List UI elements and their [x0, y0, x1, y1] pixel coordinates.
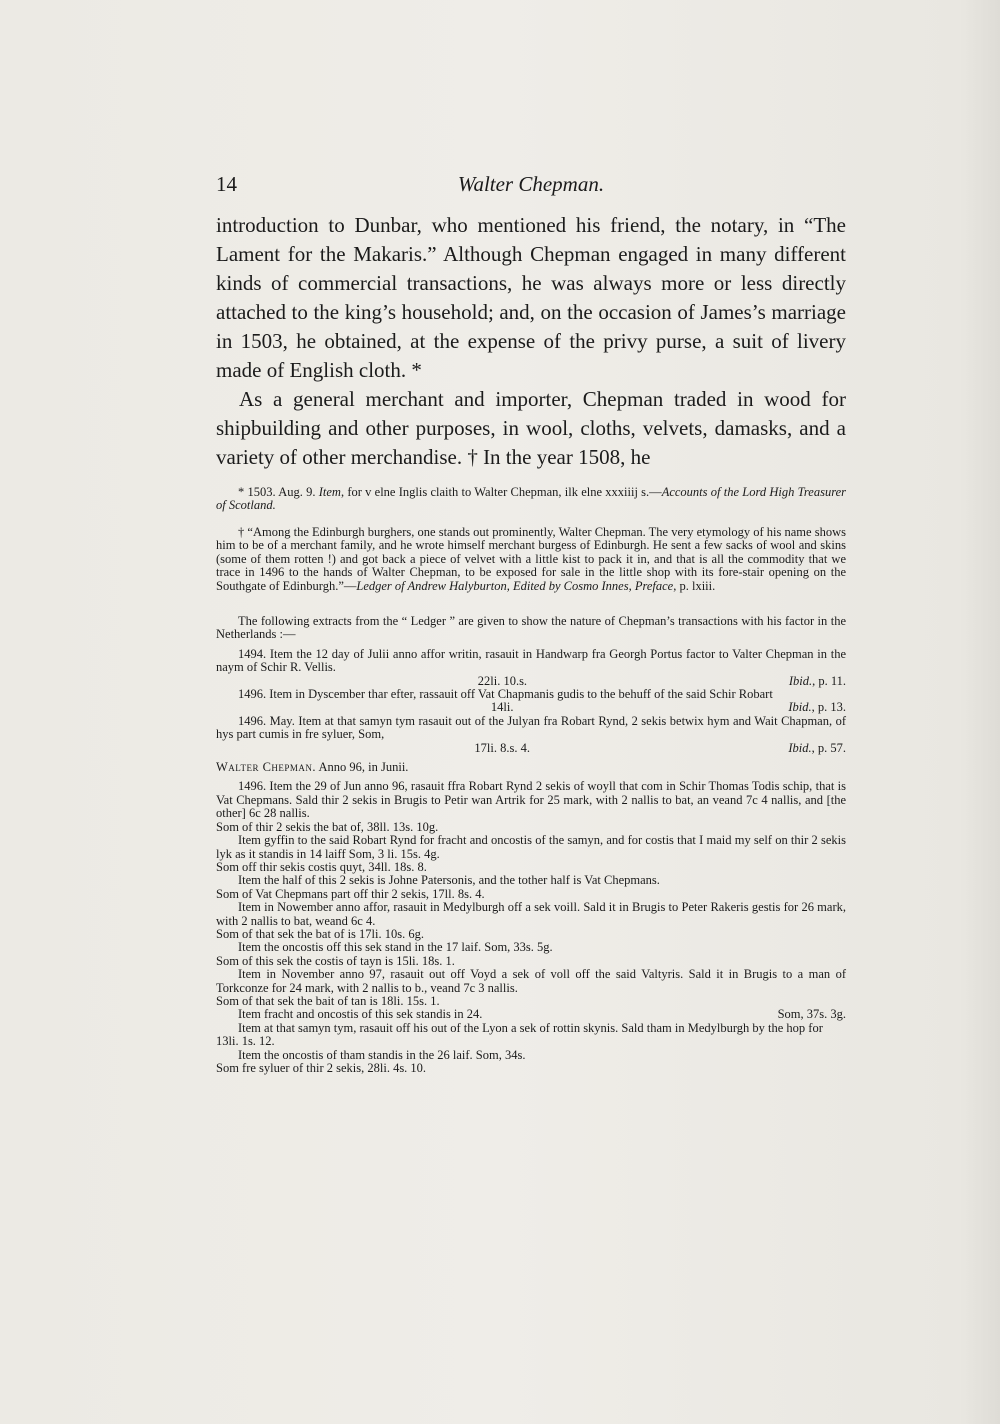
footnote-1-date: * 1503. Aug. 9.: [238, 485, 319, 499]
ledger-sum: Som of that sek the bat of is 17li. 10s. 6g.: [216, 926, 424, 941]
ledger-entry: 1494. Item the 12 day of Julii anno affor writin, rasauit in Handwarp fra Georgh Portus factor to Valter Chepman in the naym of Schir R. Vellis.: [216, 646, 846, 675]
entry-page: , p. 13.: [811, 700, 846, 715]
entry-page: , p. 57.: [811, 740, 846, 755]
footnote-1-text: , for v elne Inglis claith to Walter Chepman, ilk elne xxxiiij s.—: [340, 485, 662, 499]
ledger-line: Item at that samyn tym, rasauit off his out of the Lyon a sek of rottin skynis. Sald tham in Medylburgh by the hop for: [238, 1020, 823, 1035]
entry-amount: 17li. 8.s. 4.: [474, 740, 530, 755]
ledger-line: Item in November anno 97, rasauit out off Voyd a sek of voll off the said Valtyris. Sald it in Brugis to a man of Torkconze for 24 mark, with 2 nallis to b., veand 7c 3 nallis.: [216, 967, 846, 995]
ledger-sum: Som of that sek the bait of tan is 18li. 15s. 1.: [216, 993, 440, 1008]
ledger-entry: 1496. May. Item at that samyn tym rasauit out of the Julyan fra Robart Rynd, 2 sekis betwix hym and Wait Chapman, of hys part cumis in fre syluer, Som,: [216, 713, 846, 742]
page-header: [216, 172, 846, 202]
ledger-entry: 1496. Item in Dyscember thar efter, rassauit off Vat Chapmanis gudis to the behuff of the said Schir Robart: [238, 687, 773, 702]
main-text: [216, 211, 846, 472]
footnote-1: [216, 486, 846, 513]
entry-page: , p. 11.: [812, 673, 846, 688]
ledger-line: Item the oncostis of tham standis in the 26 laif. Som, 34s.: [238, 1047, 526, 1062]
ledger-amount: 13li. 1s. 12.: [216, 1034, 275, 1049]
ledger-heading-date: Anno 96, in Junii.: [316, 760, 409, 775]
ledger-sum: Som of thir 2 sekis the bat of, 38ll. 13s. 10g.: [216, 819, 439, 834]
ledger-sum: Som off thir sekis costis quyt, 34ll. 18s. 8.: [216, 859, 427, 874]
running-title: Walter Chepman.: [457, 172, 605, 196]
ledger-heading-name: Walter Chepman.: [216, 760, 317, 775]
ledger-amount: Som, 37s. 3g.: [777, 1007, 846, 1022]
ledger-sum: Som of Vat Chepmans part off thir 2 sekis, 17ll. 8s. 4.: [216, 886, 485, 901]
extracts-intro: The following extracts from the “ Ledger ” are given to show the nature of Chepman’s transactions with his factor in the Netherlands :—: [216, 614, 846, 642]
ledger-line: Item gyffin to the said Robart Rynd for fracht and oncostis of the samyn, and for costis that I maid my self on thir 2 sekis lyk as it standis in 14 laiff Som, 3 li. 15s. 4g.: [216, 833, 846, 861]
ledger-line: Item fracht and oncostis of this sek standis in 24.: [238, 1007, 483, 1022]
entry-citation: Ibid.: [788, 700, 812, 715]
entry-citation: Ibid.: [788, 673, 813, 688]
paragraph: introduction to Dunbar, who mentioned his friend, the notary, in “The Lament for the Makaris.” Although Chepman engaged in many different kinds of commercial transactions, he was always more or less directly attached to the king’s household; and, on the occasion of James’s marriage in 1503, he obtained, at the expense of the privy purse, a suit of livery made of English cloth. *: [216, 213, 846, 382]
entry-amount: 14li.: [490, 700, 514, 715]
footnote-2-text: † “Among the Edinburgh burghers, one stands out prominently, Walter Chepman. The very etymology of his name shows him to be of a merchant family, and he wrote himself merchant burgess of Edinburgh. He sent a few sacks of wool and skins (some of them rotten !) and got back a piece of velvet with a little kist to pack it in, and that is all the commodity that we trace in 1496 to the hands of Walter Chepman, to be exposed for sale in the little shop with its fore-stair opening on the Southgate of Edinburgh.”—: [216, 525, 846, 593]
ledger-sum: Som fre syluer of thir 2 sekis, 28li. 4s. 10.: [216, 1061, 427, 1075]
footnote-1-item: Item: [318, 485, 341, 499]
ledger-sum: Som of this sek the costis of tayn is 15li. 18s. 1.: [216, 953, 455, 968]
ledger-line-row: [216, 1008, 846, 1021]
footnote-1-citation: Accounts of the Lord High Treasurer of Scotland.: [216, 485, 847, 513]
footnote-2-page: , p. lxiii.: [673, 578, 716, 593]
entry-citation: Ibid.: [788, 740, 812, 755]
footnote-2-citation: Ledger of Andrew Halyburton, Edited by Cosmo Innes, Preface: [356, 578, 674, 593]
ledger-extracts: [216, 615, 846, 1075]
ledger-line: Item the oncostis off this sek stand in the 17 laif. Som, 33s. 5g.: [238, 940, 553, 955]
ledger-entry-ref: [216, 701, 846, 714]
ledger-entry-ref: [216, 742, 846, 755]
ledger-line: Item in Nowember anno affor, rasauit in Medylburgh off a sek voill. Sald it in Brugis to Peter Rakeris gestis for 26 mark, with 2 nallis to bat, weand 6c 4.: [216, 900, 846, 928]
ledger-entry-ref: [216, 675, 846, 688]
paragraph: As a general merchant and importer, Chepman traded in wood for shipbuilding and other purposes, in wool, cloths, velvets, damasks, and a variety of other merchandise. † In the year 1508, he: [216, 387, 846, 469]
ledger-line: Item the half of this 2 sekis is Johne Patersonis, and the tother half is Vat Chepmans.: [238, 873, 660, 888]
entry-amount: 22li. 10.s.: [477, 673, 528, 688]
ledger-heading: [216, 761, 846, 774]
page-number: 14: [216, 172, 237, 196]
footnote-2: [216, 526, 846, 593]
ledger-line: 1496. Item the 29 of Jun anno 96, rasauit ffra Robart Rynd 2 sekis of woyll that com in Schir Thomas Todis schip, that is Vat Chepmans. Sald thir 2 sekis in Brugis to Petir wan Artrik for 25 mark, with 2 nallis to bat, an veand 7c 4 nallis, and [the other] 6c 28 nallis.: [216, 779, 846, 821]
